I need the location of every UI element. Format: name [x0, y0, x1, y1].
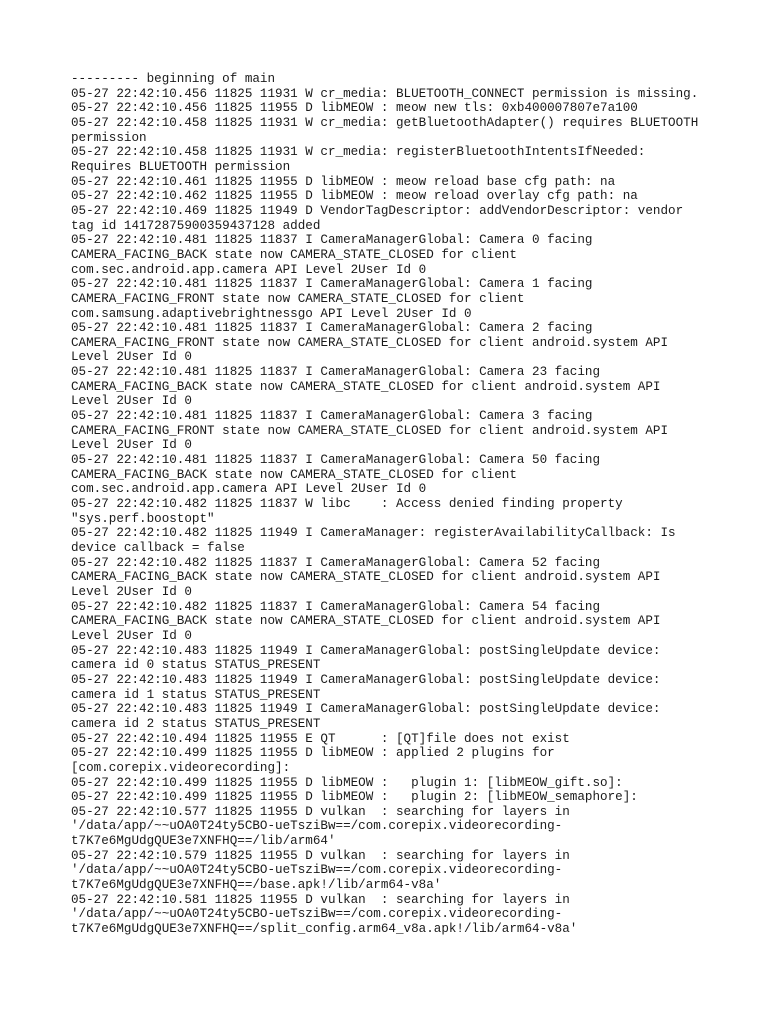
log-line: CAMERA_FACING_BACK state now CAMERA_STATE_CLOSED for client android.system API: [71, 614, 661, 629]
log-line: 05-27 22:42:10.481 11825 11837 I CameraManagerGlobal: Camera 1 facing: [71, 277, 593, 292]
log-line: CAMERA_FACING_FRONT state now CAMERA_STATE_CLOSED for client android.system API: [71, 335, 669, 350]
log-line: 05-27 22:42:10.482 11825 11949 I CameraManager: registerAvailabilityCallback: Is: [71, 526, 676, 541]
log-line: --------- beginning of main: [71, 72, 276, 86]
log-line: 05-27 22:42:10.494 11825 11955 E QT : [QT]file does not exist: [71, 731, 570, 746]
log-line: 05-27 22:42:10.456 11825 11931 W cr_media: BLUETOOTH_CONNECT permission is missing.: [71, 86, 699, 101]
log-line: 05-27 22:42:10.482 11825 11837 W libc : Access denied finding property: [71, 497, 623, 512]
log-line: 05-27 22:42:10.481 11825 11837 I CameraManagerGlobal: Camera 23 facing: [71, 365, 601, 380]
log-line: 05-27 22:42:10.482 11825 11837 I CameraManagerGlobal: Camera 54 facing: [71, 599, 601, 614]
log-line: camera id 1 status STATUS_PRESENT: [71, 687, 321, 702]
log-line: CAMERA_FACING_BACK state now CAMERA_STATE_CLOSED for client: [71, 247, 517, 262]
log-line: '/data/app/~~uOA0T24ty5CBO-ueTsziBw==/com.corepix.videorecording-: [71, 907, 563, 922]
log-line: com.samsung.adaptivebrightnessgo API Level 2User Id 0: [71, 306, 472, 321]
log-line: '/data/app/~~uOA0T24ty5CBO-ueTsziBw==/com.corepix.videorecording-: [71, 819, 563, 834]
log-line: 05-27 22:42:10.481 11825 11837 I CameraManagerGlobal: Camera 2 facing: [71, 321, 593, 336]
log-line: com.sec.android.app.camera API Level 2User Id 0: [71, 482, 427, 497]
log-line: 05-27 22:42:10.456 11825 11955 D libMEOW : meow new tls: 0xb400007807e7a100: [71, 101, 638, 116]
log-line: CAMERA_FACING_FRONT state now CAMERA_STATE_CLOSED for client: [71, 291, 525, 306]
log-line: 05-27 22:42:10.462 11825 11955 D libMEOW : meow reload overlay cfg path: na: [71, 189, 638, 204]
log-line: Level 2User Id 0: [71, 350, 192, 365]
log-line: [com.corepix.videorecording]:: [71, 760, 291, 775]
log-line: Requires BLUETOOTH permission: [71, 159, 291, 174]
log-line: 05-27 22:42:10.461 11825 11955 D libMEOW : meow reload base cfg path: na: [71, 174, 616, 189]
log-line: permission: [71, 130, 147, 145]
log-line: '/data/app/~~uOA0T24ty5CBO-ueTsziBw==/com.corepix.videorecording-: [71, 863, 563, 878]
log-line: CAMERA_FACING_BACK state now CAMERA_STATE_CLOSED for client: [71, 467, 517, 482]
log-line: 05-27 22:42:10.483 11825 11949 I CameraManagerGlobal: postSingleUpdate device:: [71, 672, 661, 687]
log-line: 05-27 22:42:10.481 11825 11837 I CameraManagerGlobal: Camera 0 facing: [71, 233, 593, 248]
log-line: 05-27 22:42:10.482 11825 11837 I CameraManagerGlobal: Camera 52 facing: [71, 555, 601, 570]
log-line: Level 2User Id 0: [71, 584, 192, 599]
log-line: 05-27 22:42:10.499 11825 11955 D libMEOW : plugin 2: [libMEOW_semaphore]:: [71, 790, 638, 805]
log-line: 05-27 22:42:10.481 11825 11837 I CameraManagerGlobal: Camera 50 facing: [71, 453, 601, 468]
log-line: 05-27 22:42:10.469 11825 11949 D VendorTagDescriptor: addVendorDescriptor: vendor: [71, 203, 684, 218]
log-line: 05-27 22:42:10.483 11825 11949 I CameraManagerGlobal: postSingleUpdate device:: [71, 643, 661, 658]
log-line: 05-27 22:42:10.481 11825 11837 I CameraManagerGlobal: Camera 3 facing: [71, 409, 593, 424]
log-line: "sys.perf.boostopt": [71, 511, 215, 526]
log-line: 05-27 22:42:10.499 11825 11955 D libMEOW : plugin 1: [libMEOW_gift.so]:: [71, 775, 623, 790]
log-line: tag id 14172875900359437128 added: [71, 218, 321, 233]
log-line: 05-27 22:42:10.483 11825 11949 I CameraManagerGlobal: postSingleUpdate device:: [71, 702, 661, 717]
log-line: t7K7e6MgUdgQUE3e7XNFHQ==/split_config.arm64_v8a.apk!/lib/arm64-v8a': [71, 922, 578, 937]
log-line: CAMERA_FACING_BACK state now CAMERA_STATE_CLOSED for client android.system API: [71, 570, 661, 585]
log-line: Level 2User Id 0: [71, 628, 192, 643]
log-line: CAMERA_FACING_BACK state now CAMERA_STATE_CLOSED for client android.system API: [71, 379, 661, 394]
log-line: device callback = false: [71, 541, 245, 555]
log-line: Level 2User Id 0: [71, 394, 192, 409]
log-line: t7K7e6MgUdgQUE3e7XNFHQ==/lib/arm64': [71, 834, 336, 849]
log-line: t7K7e6MgUdgQUE3e7XNFHQ==/base.apk!/lib/arm64-v8a': [71, 878, 442, 893]
log-line: Level 2User Id 0: [71, 438, 192, 453]
log-line: 05-27 22:42:10.577 11825 11955 D vulkan : searching for layers in: [71, 804, 570, 819]
log-line: com.sec.android.app.camera API Level 2User Id 0: [71, 262, 427, 277]
log-line: 05-27 22:42:10.579 11825 11955 D vulkan : searching for layers in: [71, 848, 570, 863]
log-line: camera id 2 status STATUS_PRESENT: [71, 716, 321, 731]
log-line: 05-27 22:42:10.499 11825 11955 D libMEOW : applied 2 plugins for: [71, 746, 555, 761]
log-line: camera id 0 status STATUS_PRESENT: [71, 658, 321, 673]
log-line: 05-27 22:42:10.458 11825 11931 W cr_media: registerBluetoothIntentsIfNeeded:: [71, 145, 646, 160]
log-line: 05-27 22:42:10.458 11825 11931 W cr_media: getBluetoothAdapter() requires BLUETOOTH: [71, 115, 699, 130]
log-line: 05-27 22:42:10.581 11825 11955 D vulkan : searching for layers in: [71, 892, 570, 907]
log-document: [71, 72, 711, 937]
log-line: CAMERA_FACING_FRONT state now CAMERA_STATE_CLOSED for client android.system API: [71, 423, 669, 438]
